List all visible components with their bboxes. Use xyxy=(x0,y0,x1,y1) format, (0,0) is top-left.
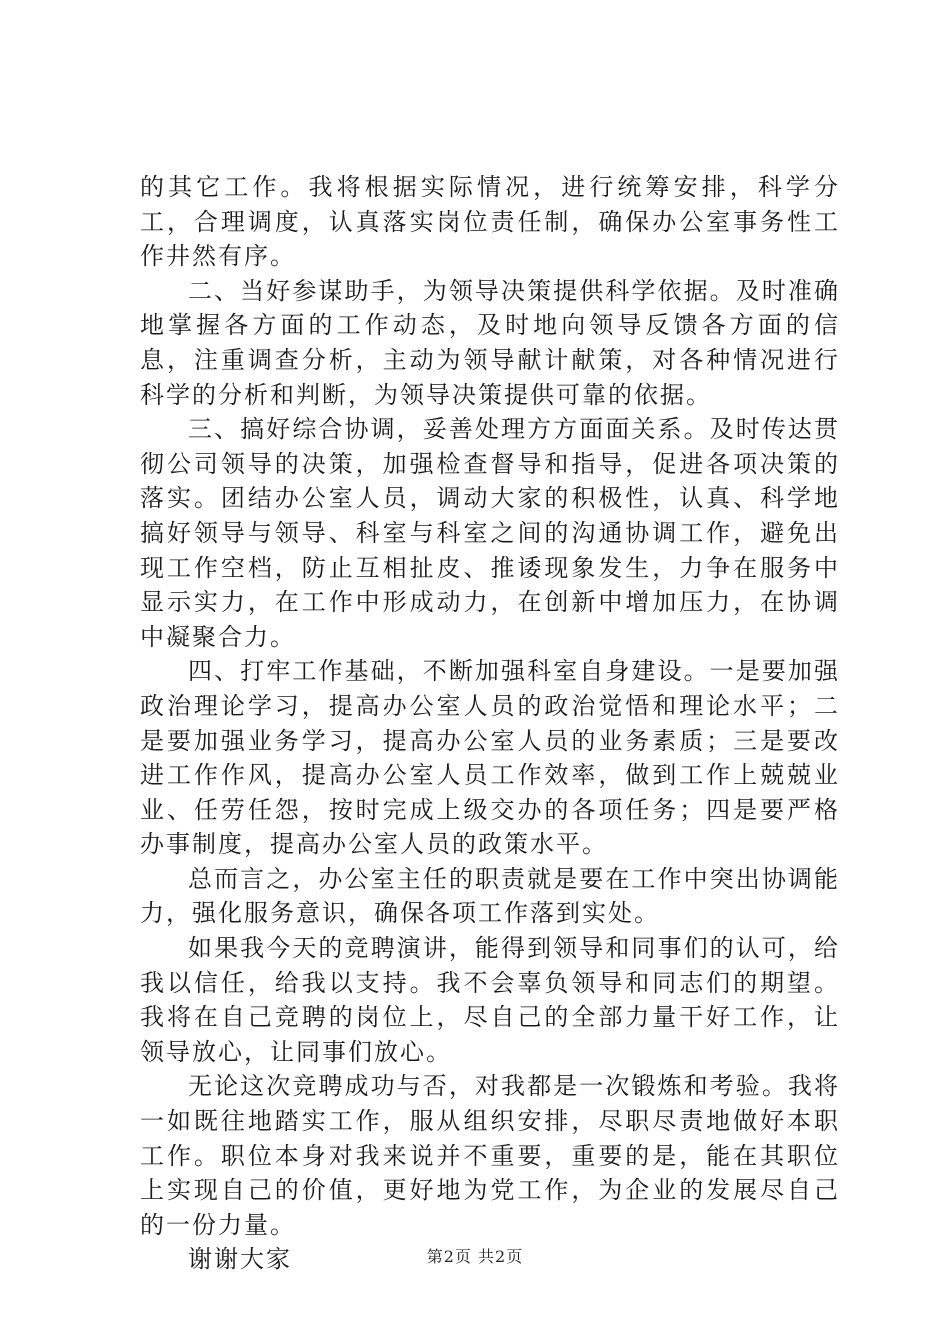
document-body xyxy=(140,170,840,1277)
paragraph-item-two: 二、当好参谋助手，为领导决策提供科学依据。及时准确地掌握各方面的工作动态，及时地向领导反馈各方面的信息，注重调查分析，主动为领导献计献策，对各种情况进行科学的分析和判断，为领导决策提供可靠的依据。 xyxy=(140,276,840,409)
closing-thanks: 谢谢大家 xyxy=(188,1245,292,1274)
paragraph-conclusion: 无论这次竞聘成功与否，对我都是一次锻炼和考验。我将一如既往地踏实工作，服从组织安排，尽职尽责地做好本职工作。职位本身对我来说并不重要，重要的是，能在其职位上实现自己的价值，更好地为党工作，为企业的发展尽自己的一份力量。 xyxy=(140,1072,840,1239)
paragraph-continuation: 的其它工作。我将根据实际情况，进行统筹安排，科学分工，合理调度，认真落实岗位责任制，确保办公室事务性工作井然有序。 xyxy=(140,173,840,271)
page-footer xyxy=(0,1244,950,1267)
paragraph-item-three: 三、搞好综合协调，妥善处理方方面面关系。及时传达贯彻公司领导的决策，加强检查督导和指导，促进各项决策的落实。团结办公室人员，调动大家的积极性，认真、科学地搞好领导与领导、科室与科室之间的沟通协调工作，避免出现工作空档，防止互相扯皮、推诿现象发生，力争在服务中显示实力，在工作中形成动力，在创新中增加压力，在协调中凝聚合力。 xyxy=(140,415,840,651)
paragraph-item-four: 四、打牢工作基础，不断加强科室自身建设。一是要加强政治理论学习，提高办公室人员的政治觉悟和理论水平；二是要加强业务学习，提高办公室人员的业务素质；三是要改进工作作风，提高办公室人员工作效率，做到工作上兢兢业业、任劳任怨，按时完成上级交办的各项任务；四是要严格办事制度，提高办公室人员的政策水平。 xyxy=(140,657,840,859)
paragraph-request: 如果我今天的竞聘演讲，能得到领导和同事们的认可，给我以信任，给我以支持。我不会辜负领导和同志们的期望。我将在自己竞聘的岗位上，尽自己的全部力量干好工作，让领导放心，让同事们放心。 xyxy=(140,934,840,1066)
paragraph-summary: 总而言之，办公室主任的职责就是要在工作中突出协调能力，强化服务意识，确保各项工作落到实处。 xyxy=(140,864,840,928)
page-number-indicator: 第2页 共2页 xyxy=(426,1247,524,1266)
